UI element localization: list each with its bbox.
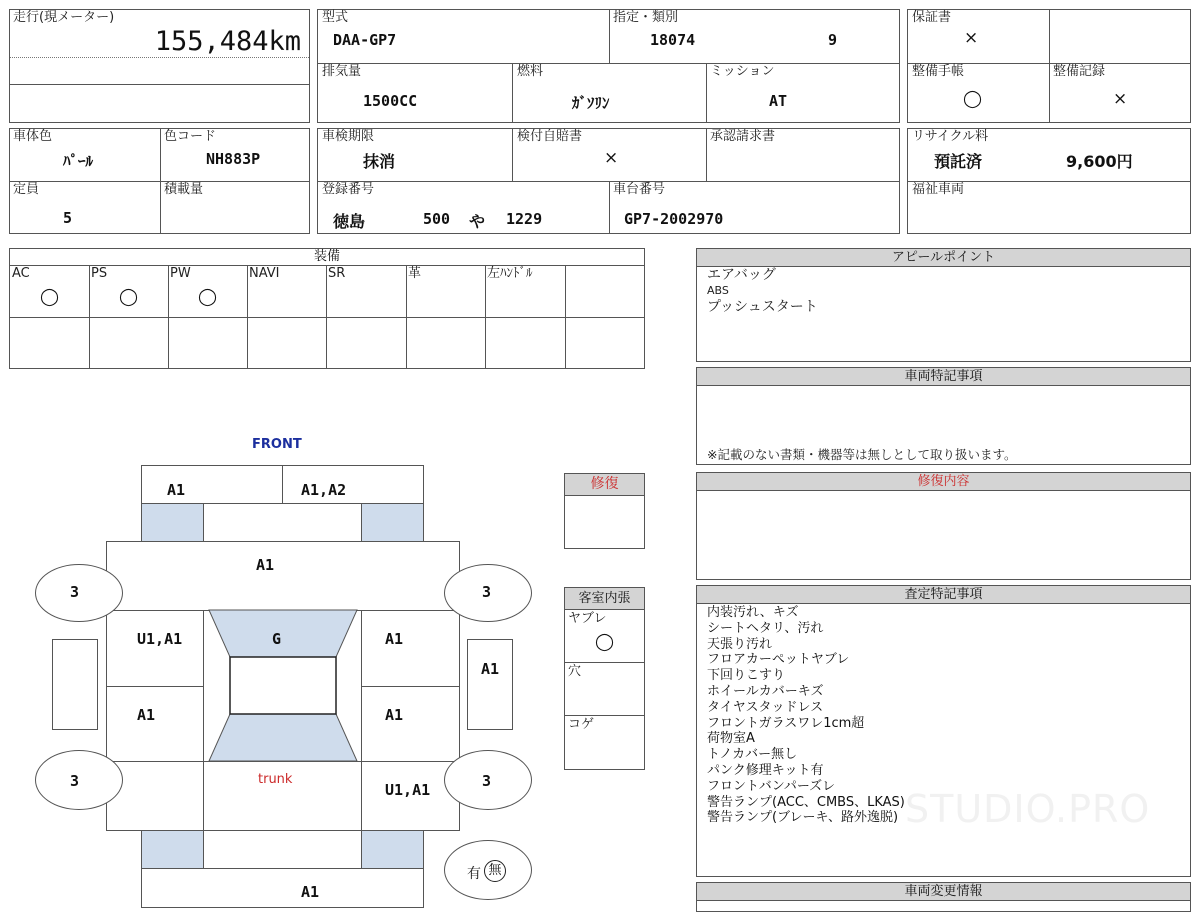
- service-book-label: 整備手帳: [912, 64, 965, 79]
- tire-front-left-label: 3: [70, 583, 80, 601]
- color-block: [9, 128, 310, 234]
- category-number: 9: [828, 31, 838, 49]
- special-notes-panel: [696, 367, 1191, 465]
- service-book-value: ◯: [963, 89, 983, 109]
- interior-tear-label: ヤブレ: [568, 611, 607, 626]
- chassis-value: GP7-2002970: [624, 210, 724, 228]
- watermark-text: STUDIO.PRO: [905, 787, 1151, 831]
- model-label: 型式: [322, 10, 349, 25]
- equipment-ac-label: AC: [12, 266, 30, 281]
- tire-front-right-label: 3: [482, 583, 492, 601]
- rear-right-pillar[interactable]: [361, 830, 424, 869]
- chassis-label: 車台番号: [613, 182, 666, 197]
- equipment-title: 装備: [10, 249, 644, 266]
- equipment-table: [9, 248, 645, 369]
- service-record-value: ×: [1113, 89, 1128, 109]
- registration-number: 500: [423, 210, 451, 228]
- repair-box-title: 修復: [565, 474, 644, 496]
- equipment-pw-label: PW: [170, 266, 191, 281]
- equipment-ps-label: PS: [91, 266, 108, 281]
- rear-center-strip: [203, 830, 362, 869]
- inspection-value: 抹消: [363, 152, 396, 171]
- color-label: 車体色: [13, 129, 53, 144]
- load-label: 積載量: [164, 182, 204, 197]
- insurance-value: ×: [604, 148, 619, 168]
- insurance-label: 検付自賠書: [517, 129, 583, 144]
- tire-rear-right-label: 3: [482, 772, 492, 790]
- repair-detail-title: 修復内容: [697, 473, 1190, 491]
- color-code-label: 色コード: [164, 129, 217, 144]
- special-notes-title: 車両特記事項: [697, 368, 1190, 386]
- interior-tear-mark: ◯: [595, 632, 615, 652]
- change-info-title: 車両変更情報: [697, 883, 1190, 901]
- mileage-label: 走行(現メーター): [13, 10, 115, 25]
- mission-value: AT: [769, 92, 788, 110]
- recycle-block: [907, 128, 1191, 234]
- special-notes-text: ※記載のない書類・機器等は無しとして取り扱います。: [707, 447, 1017, 462]
- roof-panel: [230, 657, 336, 714]
- rear-bumper-label: A1: [301, 883, 320, 901]
- fuel-label: 燃料: [517, 64, 544, 79]
- equipment-leather-label: 革: [408, 266, 422, 281]
- recycle-status: 預託済: [934, 152, 983, 171]
- spare-tire-off: 無: [484, 860, 506, 882]
- front-bumper-right-label: A1,A2: [301, 481, 347, 499]
- equipment-ac-mark: ◯: [40, 287, 60, 307]
- designation-number: 18074: [650, 31, 696, 49]
- designation-label: 指定・類別: [613, 10, 679, 25]
- warranty-value: ×: [964, 28, 979, 48]
- capacity-value: 5: [63, 209, 73, 227]
- approval-label: 承認請求書: [710, 129, 776, 144]
- registration-serial: 1229: [506, 210, 543, 228]
- equipment-left-handle-label: 左ﾊﾝﾄﾞﾙ: [487, 266, 533, 281]
- warranty-block: [907, 9, 1191, 123]
- color-value: ﾊﾟｰﾙ: [63, 152, 94, 170]
- assessment-notes: 内装汚れ、キズ シートヘタリ、汚れ 天張り汚れ フロアカーペットヤブレ 下回りこすり ホイールカバーキズ タイヤスタッドレス フロントガラスワレ1cm超 荷物室A トノカバー無し パンク修理キット有 フロントバンパーズレ 警告ランプ(ACC、CMBS、LKAS) 警告ランプ(ブレーキ、路外逸脱): [707, 605, 905, 826]
- repair-detail-panel: [696, 472, 1191, 580]
- capacity-label: 定員: [13, 182, 40, 197]
- mileage-value: 155,484km: [154, 26, 301, 57]
- appeal-title: アピールポイント: [697, 249, 1190, 267]
- appeal-panel: [696, 248, 1191, 362]
- recycle-amount: 9,600円: [1066, 152, 1133, 171]
- assessment-panel: [696, 585, 1191, 877]
- left-mirror[interactable]: [52, 639, 98, 730]
- front-bumper-left-label: A1: [167, 481, 186, 499]
- right-front-door-label: A1: [385, 630, 404, 648]
- model-value: DAA-GP7: [333, 31, 397, 49]
- tire-rear-left-label: 3: [70, 772, 80, 790]
- fuel-value: ｶﾞｿﾘﾝ: [572, 94, 610, 112]
- change-info-panel: [696, 882, 1191, 912]
- registration-city: 徳島: [333, 212, 366, 231]
- registration-kana: や: [469, 212, 486, 231]
- equipment-navi-label: NAVI: [249, 266, 280, 281]
- trunk-label: trunk: [258, 772, 293, 787]
- rear-glass: [209, 714, 357, 761]
- welfare-label: 福祉車両: [912, 182, 965, 197]
- mileage-box: [9, 9, 310, 123]
- appeal-line-3: プッシュスタート: [707, 299, 818, 315]
- appeal-line-1: エアバッグ: [707, 267, 776, 283]
- equipment-sr-label: SR: [328, 266, 346, 281]
- hood-label: A1: [256, 556, 275, 574]
- equipment-ps-mark: ◯: [119, 287, 139, 307]
- windshield: [209, 610, 357, 657]
- right-rear-fender-label: U1,A1: [385, 781, 431, 799]
- repair-box: [564, 473, 645, 549]
- spare-tire-on: 有: [467, 866, 481, 882]
- inspection-block: [317, 128, 900, 234]
- right-mirror-label: A1: [481, 660, 500, 678]
- recycle-label: リサイクル料: [912, 129, 989, 144]
- equipment-pw-mark: ◯: [198, 287, 218, 307]
- assessment-title: 査定特記事項: [697, 586, 1190, 604]
- left-front-door-label: U1,A1: [137, 630, 183, 648]
- inspection-label: 車検期限: [322, 129, 375, 144]
- interior-burn-label: コゲ: [568, 717, 595, 732]
- car-diagram: [0, 430, 560, 900]
- glass-label: G: [272, 630, 282, 648]
- displacement-value: 1500CC: [363, 92, 418, 110]
- registration-label: 登録番号: [322, 182, 375, 197]
- interior-hole-label: 穴: [568, 664, 582, 679]
- rear-left-pillar[interactable]: [141, 830, 204, 869]
- color-code-value: NH883P: [206, 150, 261, 168]
- mission-label: ミッション: [710, 64, 775, 79]
- left-rear-door-label: A1: [137, 706, 156, 724]
- service-record-label: 整備記録: [1053, 64, 1106, 79]
- appeal-line-2: ABS: [707, 284, 729, 297]
- displacement-label: 排気量: [322, 64, 362, 79]
- front-label: FRONT: [252, 437, 302, 452]
- model-block: [317, 9, 900, 123]
- interior-box: [564, 587, 645, 770]
- warranty-label: 保証書: [912, 10, 952, 25]
- right-mirror[interactable]: [467, 639, 513, 730]
- right-rear-door-label: A1: [385, 706, 404, 724]
- rear-bumper[interactable]: [141, 868, 424, 908]
- interior-title: 客室内張: [565, 588, 644, 610]
